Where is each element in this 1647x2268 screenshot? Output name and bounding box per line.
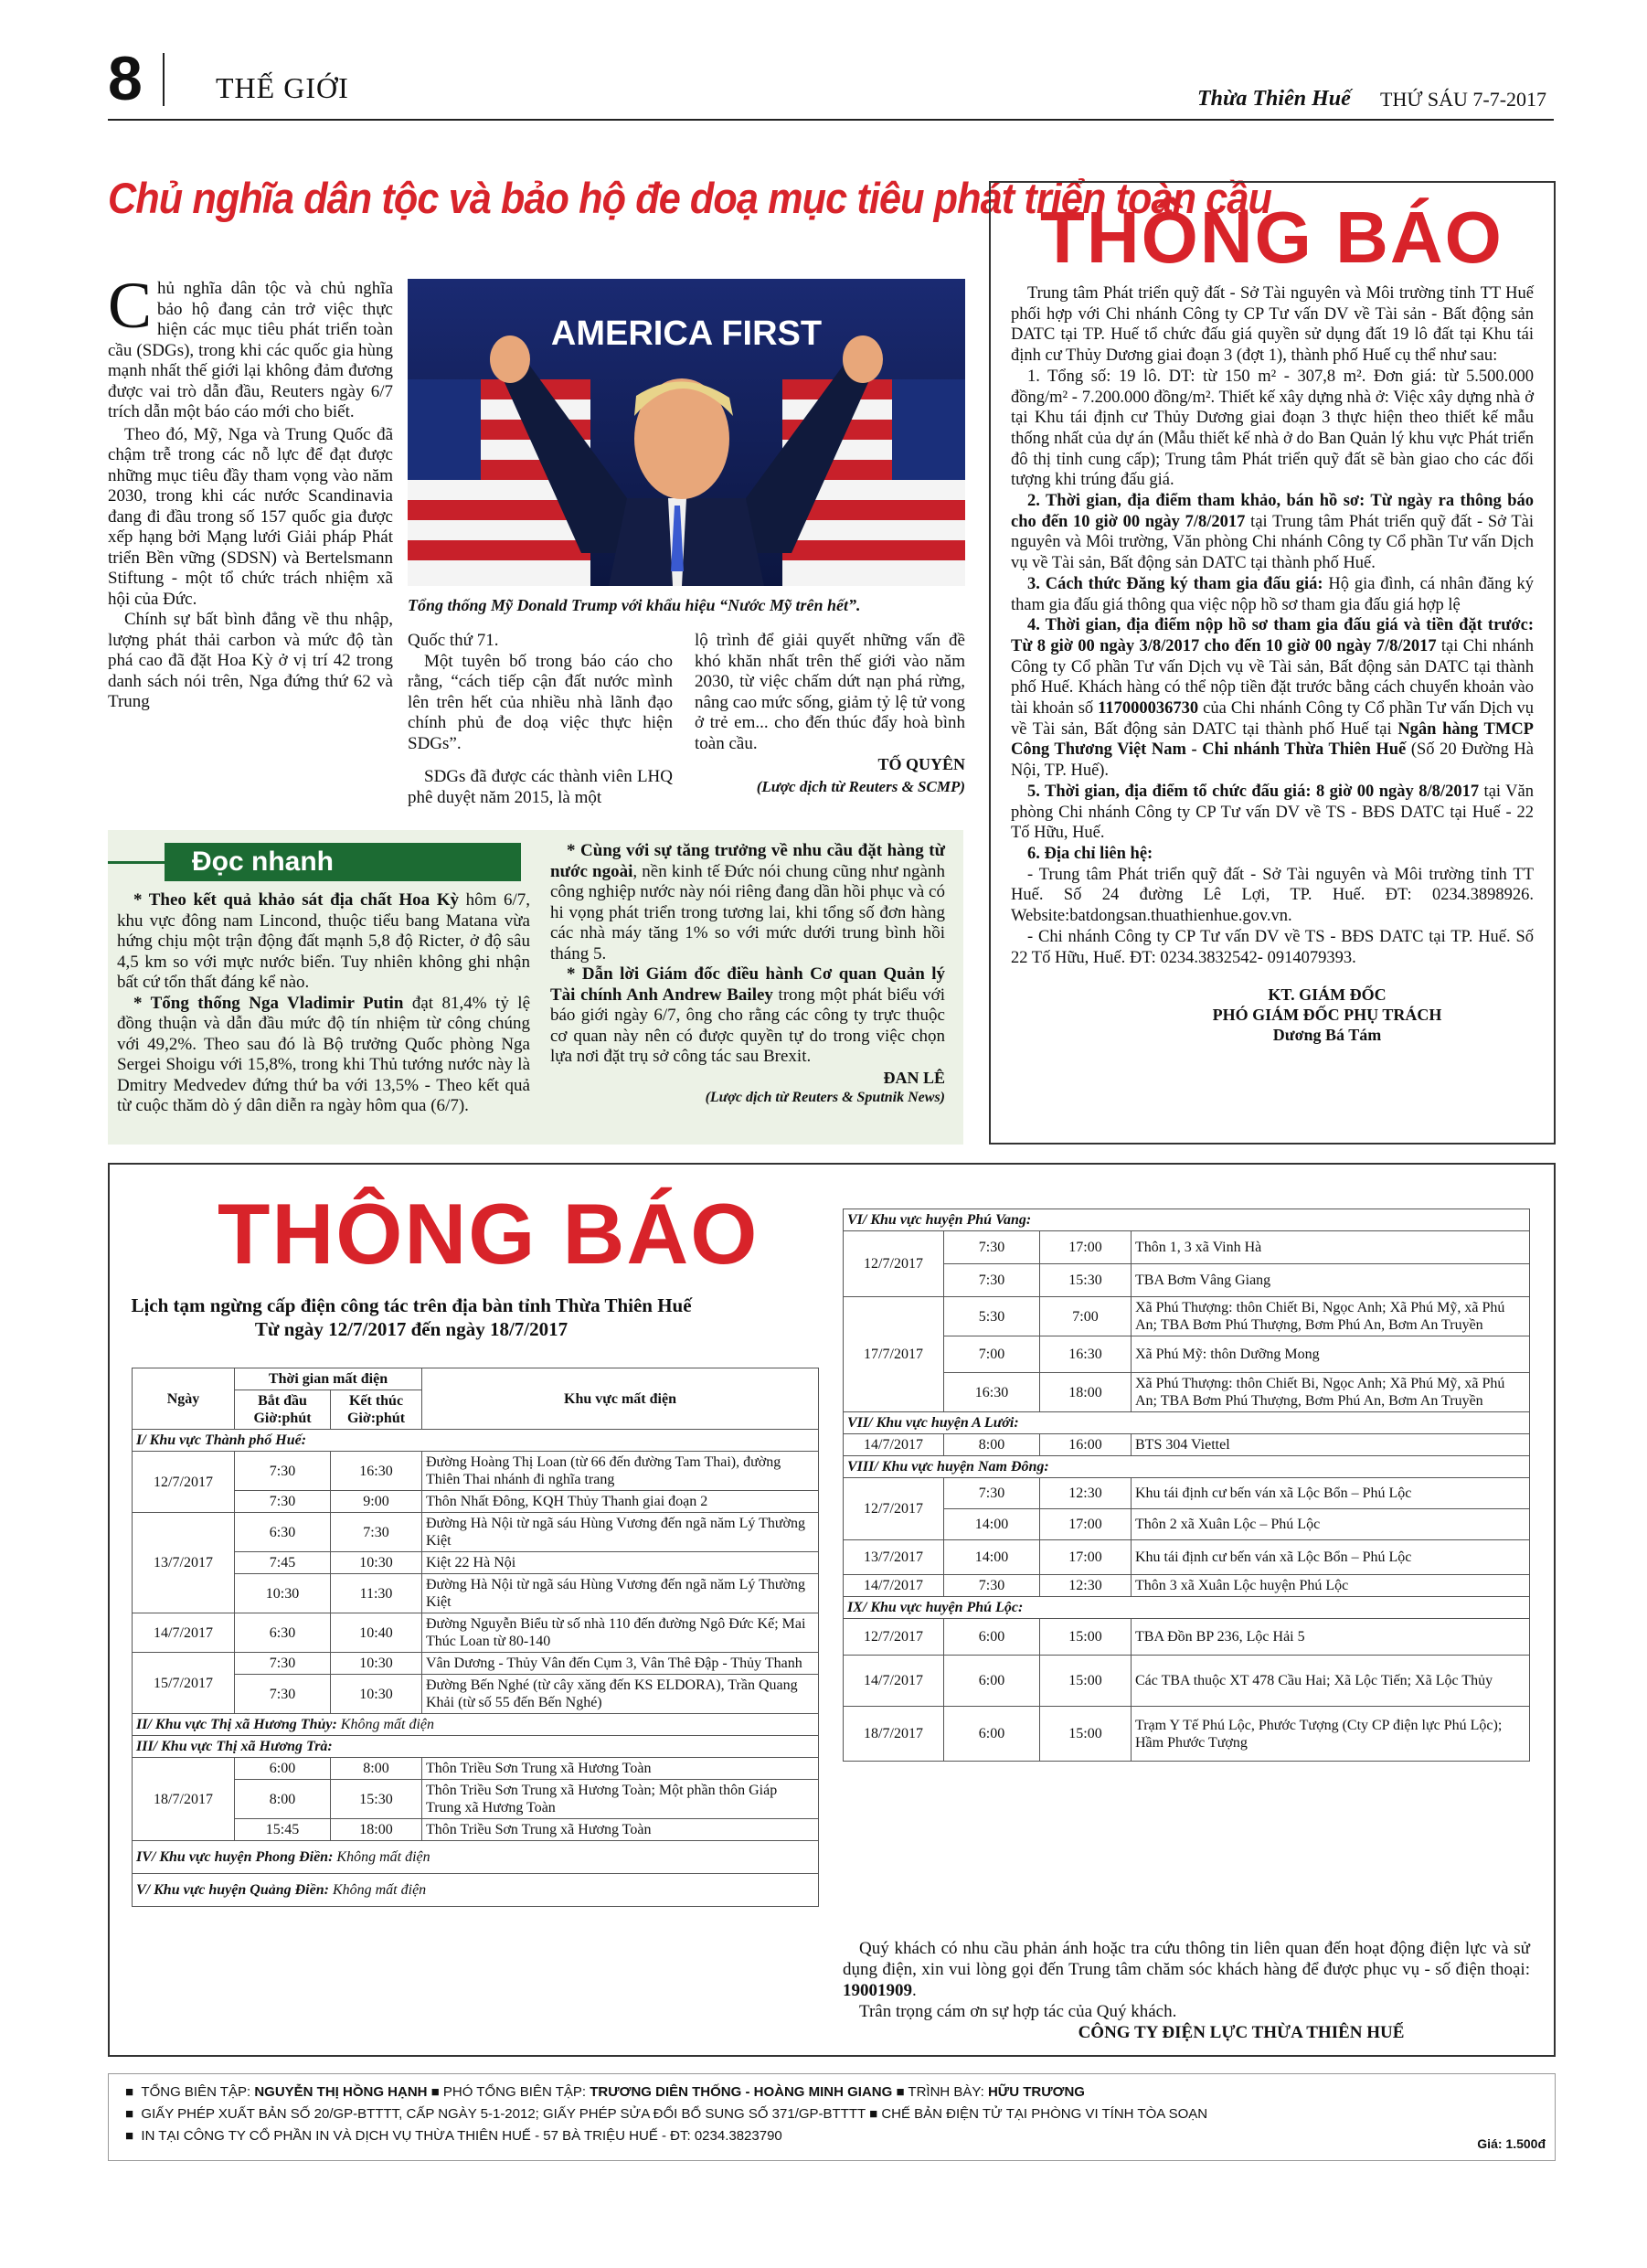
table-row: 13/7/2017 14:00 17:00 Khu tái định cư bến ván xã Lộc Bổn – Phú Lộc: [844, 1540, 1530, 1575]
notice2-contact-text: Quý khách có nhu cầu phản ánh hoặc tra cứu thông tin liên quan đến hoạt động điện lực và sử dụng điện, xin vui lòng gọi đến Trung tâm chăm sóc khách hàng để được phục vụ - số điện thoại:: [843, 1939, 1530, 1979]
imprint-line3: ■ IN TẠI CÔNG TY CỔ PHẦN IN VÀ DỊCH VỤ THỪA THIÊN HUẾ - 57 BÀ TRIỆU HUẾ - ĐT: 0234.3823790: [125, 2128, 782, 2144]
table-row: 14:00 17:00 Thôn 2 xã Xuân Lộc – Phú Lộc: [844, 1509, 1530, 1540]
notice1-item4-lead: 4. Thời gian, địa điểm nộp hồ sơ tham gia đấu giá và tiền đặt trước: Từ 8 giờ 00 ngày 3/8/2017 cho đến 10 giờ 00 ngày 7/8/2017: [1011, 616, 1534, 655]
notice1-title: THÔNG BÁO: [1040, 197, 1504, 278]
table-row: 15:45 18:00 Thôn Triều Sơn Trung xã Hương Toàn: [133, 1819, 819, 1841]
section-hue: I/ Khu vực Thành phố Huế:: [133, 1430, 819, 1452]
quick-item4-lead: * Dẫn lời Giám đốc điều hành Cơ quan Quản lý Tài chính Anh Andrew Bailey: [550, 964, 945, 1005]
notice1-contact1: - Trung tâm Phát triển quỹ đất - Sở Tài nguyên và Môi trường tỉnh TT Huế. Số 24 đường Lê Lợi, TP. Huế. ĐT: 0234.3898926. Website:batdongsan.thuathienhue.gov.vn.: [1011, 865, 1534, 926]
photo-slogan: AMERICA FIRST: [550, 314, 823, 353]
table-row: 12/7/2017 7:30 17:00 Thôn 1, 3 xã Vinh Hà: [844, 1231, 1530, 1264]
notice2-company: CÔNG TY ĐIỆN LỰC THỪA THIÊN HUẾ: [1078, 2023, 1405, 2042]
quick-col2: [550, 841, 945, 1109]
table-row: 12/7/2017 7:30 12:30 Khu tái định cư bến ván xã Lộc Bổn – Phú Lộc: [844, 1478, 1530, 1509]
col-end: Kết thúc Giờ:phút: [331, 1390, 422, 1430]
col-start: Bắt đầu Giờ:phút: [235, 1390, 331, 1430]
quick-item2-lead: * Tổng thống Nga Vladimir Putin: [133, 993, 404, 1013]
drop-cap: C: [108, 269, 153, 342]
notice1-sig2: PHÓ GIÁM ĐỐC PHỤ TRÁCH: [1212, 1006, 1442, 1025]
notice2-title: THÔNG BÁO: [218, 1186, 760, 1282]
col-area: Khu vực mất điện: [422, 1368, 819, 1430]
table-row: 7:00 16:30 Xã Phú Mỹ: thôn Dưỡng Mong: [844, 1336, 1530, 1373]
notice2-subtitle1: Lịch tạm ngừng cấp điện công tác trên địa bàn tỉnh Thừa Thiên Huế: [131, 1294, 692, 1316]
col-date: Ngày: [133, 1368, 235, 1430]
notice1-contact2: - Chi nhánh Công ty CP Tư vấn DV về TS - BĐS DATC tại TP. Huế. Số 22 Tố Hữu, Huế. ĐT: 0234.3832542- 0914079393.: [1011, 927, 1534, 967]
article-photo: [408, 279, 965, 586]
notice1-item6-lead: 6. Địa chỉ liên hệ:: [1027, 844, 1153, 863]
quick-source: (Lược dịch từ Reuters & Sputnik News): [705, 1090, 945, 1105]
quick-item3-lead: * Cùng với sự tăng trưởng về nhu cầu đặt hàng từ nước ngoài: [550, 841, 945, 881]
notice1-intro: Trung tâm Phát triển quỹ đất - Sở Tài nguyên và Môi trường tỉnh TT Huế phối hợp với Chi nhánh Công ty CP Tư vấn DV về Tài sản - Bất động sản DATC tại TP. Huế tổ chức đấu giá quyền sử dụng đất 19 lô đất tại Khu tái định cư Thủy Dương giai đoạn 3 (đợt 1), thành phố Huế cụ thể như sau:: [1011, 284, 1534, 366]
notice1-bank: Ngân hàng TMCP Công Thương Việt Nam - Chi nhánh Thừa Thiên Huế: [1011, 719, 1534, 760]
article-p4: Quốc thứ 71.: [408, 631, 499, 650]
header-rule: [108, 119, 1554, 121]
notice1-item1: 1. Tổng số: 19 lô. DT: từ 150 m² - 307,8 m². Đơn giá: từ 5.500.000 đồng/m² - 7.200.000 đồng/m². Thiết kế xây dựng nhà ở: Việc xây dựng nhà ở tại Khu tái định cư Thủy Dương giai đoạn 3 thực hiện theo thiết kế mẫu thống nhất của dự án (Mẫu thiết kế nhà ở do Ban Quản lý khu vực Phát triển đô thị tỉnh cung cấp); Trung tâm Phát triển quỹ đất sẽ bàn giao cho các đối tượng khi trúng đấu giá.: [1011, 367, 1534, 490]
notice1-item5-lead: 5. Thời gian, địa điểm tổ chức đấu giá: 8 giờ 00 ngày 8/8/2017: [1027, 782, 1480, 801]
notice2-footer: Quý khách có nhu cầu phản ánh hoặc tra cứu thông tin liên quan đến hoạt động điện lực và sử dụng điện, xin vui lòng gọi đến Trung tâm chăm sóc khách hàng để được phục vụ - số điện thoại: 19001909. Trân trọng cám ơn sự hợp tác của Quý khách. CÔNG TY ĐIỆN LỰC THỪA THIÊN HUẾ: [843, 1939, 1530, 2042]
quick-news-divider: [108, 861, 165, 864]
notice1-item3: Hộ gia đình, cá nhân đăng ký tham gia đấu giá thông qua việc nộp hồ sơ tham gia đấu giá hợp lệ: [1011, 574, 1534, 614]
section-quang-dien: V/ Khu vực huyện Quảng Điền: Không mất điện: [133, 1874, 819, 1907]
section-huong-tra: III/ Khu vực Thị xã Hương Trà:: [133, 1736, 819, 1758]
article-col2: [408, 631, 673, 808]
article-col3: [695, 631, 965, 797]
notice1-account: 117000036730: [1098, 699, 1199, 719]
section-huong-thuy: II/ Khu vực Thị xã Hương Thủy: Không mất điện: [133, 1714, 819, 1736]
table-row: 18/7/2017 6:00 15:00 Trạm Y Tế Phú Lộc, Phước Tượng (Cty CP điện lực Phú Lộc); Hầm Phước Tượng: [844, 1707, 1530, 1762]
notice1-sig1: KT. GIÁM ĐỐC: [1268, 985, 1387, 1005]
quick-news-box: [108, 830, 963, 1145]
quick-item1: hôm 6/7, khu vực đông nam Lincond, thuộc tiểu bang Matana vừa hứng chịu một trận động đất mạnh 5,8 độ Ricter, ở độ sâu 4,5 km so với mực nước biển. Tuy nhiên không ghi nhận bất cứ tổn thất đáng kể nào.: [117, 890, 530, 992]
paper-name: Thừa Thiên Huế: [1197, 87, 1351, 111]
notice1-item4b: của Chi nhánh Công ty Cổ phần Tư vấn Dịch vụ về Tài sản, Bất động sản DATC tại thành phố Huế tại: [1011, 699, 1535, 739]
section-phu-vang: VI/ Khu vực huyện Phú Vang:: [844, 1209, 1530, 1231]
section-a-luoi: VII/ Khu vực huyện A Lưới:: [844, 1412, 1530, 1434]
article-p7: lộ trình để giải quyết những vấn đề khó khăn nhất trên thế giới vào năm 2030, từ việc chấm dứt nạn phá rừng, nâng cao mức sống, giảm tỷ lệ tử vong ở trẻ em... cho đến thúc đẩy hoà bình toàn cầu.: [695, 631, 965, 753]
article-p6: SDGs đã được các thành viên LHQ phê duyệt năm 2015, là một: [408, 767, 673, 807]
table-row: 10:30 11:30 Đường Hà Nội từ ngã sáu Hùng Vương đến ngã năm Lý Thường Kiệt: [133, 1574, 819, 1613]
table-row: 7:30 15:30 TBA Bơm Vâng Giang: [844, 1264, 1530, 1297]
table-row: 14/7/2017 7:30 12:30 Thôn 3 xã Xuân Lộc huyện Phú Lộc: [844, 1575, 1530, 1597]
table-row: 14/7/2017 6:00 15:00 Các TBA thuộc XT 478 Cầu Hai; Xã Lộc Tiến; Xã Lộc Thủy: [844, 1656, 1530, 1707]
quick-news-title: Đọc nhanh: [165, 843, 521, 881]
article-headline: Chủ nghĩa dân tộc và bảo hộ đe doạ mục tiêu phát triển toàn cầu: [108, 174, 1271, 222]
notice1-item4c: (Số 20 Đường Hà Nội, TP. Huế).: [1011, 740, 1534, 781]
article-source: (Lược dịch từ Reuters & SCMP): [756, 777, 965, 795]
table-row: 16:30 18:00 Xã Phú Thượng: thôn Chiết Bi, Ngọc Anh; Xã Phú Mỹ, xã Phú An; TBA Bơm Phú Thượng, Bơm Phú An, Bơm An Truyền: [844, 1373, 1530, 1412]
notice1-item3-lead: 3. Cách thức Đăng ký tham gia đấu giá:: [1027, 574, 1323, 593]
notice1-item2: tại Trung tâm Phát triển quỹ đất - Sở Tài nguyên và Môi trường, Văn phòng Chi nhánh Công ty Cổ phần Tư vấn Dịch vụ về Tài sản, Bất động sản DATC tại thành phố Huế.: [1011, 512, 1534, 573]
table-row: 7:45 10:30 Kiệt 22 Hà Nội: [133, 1552, 819, 1574]
price-label: Giá: 1.500đ: [1477, 2136, 1546, 2151]
outage-table-left: [132, 1368, 819, 1907]
imprint-line2: ■ GIẤY PHÉP XUẤT BẢN SỐ 20/GP-BTTTT, CẤP NGÀY 5-1-2012; GIẤY PHÉP SỬA ĐỔI BỔ SUNG SỐ 371/GP-BTTTT ■ CHẾ BẢN ĐIỆN TỬ TẠI PHÒNG VI TÍNH TÒA SOẠN: [125, 2106, 1208, 2122]
table-row: 12/7/2017 6:00 15:00 TBA Đồn BP 236, Lộc Hải 5: [844, 1619, 1530, 1656]
table-row: 14/7/2017 6:30 10:40 Đường Nguyễn Biểu từ số nhà 110 đến đường Ngô Đức Kế; Mai Thúc Loan từ 80-140: [133, 1613, 819, 1653]
notice2-phone: 19001909: [843, 1981, 912, 2000]
table-row: 14/7/2017 8:00 16:00 BTS 304 Viettel: [844, 1434, 1530, 1456]
notice1-item4: tại Chi nhánh Công ty Cổ phần Tư vấn Dịch vụ về Tài sản, Bất động sản DATC tại thành phố Huế. Khách hàng có thể nộp tiền đặt trước bằng cách chuyển khoản vào tài khoản số: [1011, 636, 1534, 719]
table-row: 7:30 9:00 Thôn Nhất Đông, KQH Thủy Thanh giai đoạn 2: [133, 1491, 819, 1513]
notice2-subtitle2: Từ ngày 12/7/2017 đến ngày 18/7/2017: [254, 1318, 568, 1340]
quick-author: ĐAN LÊ: [883, 1068, 945, 1087]
outage-table-right: [843, 1209, 1530, 1762]
quick-item1-lead: * Theo kết quả khảo sát địa chất Hoa Kỳ: [133, 890, 460, 910]
notice1-item5: tại Văn phòng Chi nhánh Công ty CP Tư vấn DV về TS - BĐS DATC tại Huế - 22 Tố Hữu, Huế.: [1011, 782, 1535, 843]
header-divider: [163, 53, 165, 106]
article-author: TỐ QUYÊN: [877, 755, 965, 773]
article-p5: Một tuyên bố trong báo cáo cho rằng, “cách tiếp cận đất nước mình lên trên hết của nhiều nhà lãnh đạo chính phủ đe doạ việc thực hiện SDGs”.: [408, 651, 673, 753]
table-row: 8:00 15:30 Thôn Triều Sơn Trung xã Hương Toàn; Một phần thôn Giáp Trung xã Hương Toàn: [133, 1780, 819, 1819]
notice1-sig3: Dương Bá Tám: [1272, 1026, 1382, 1045]
table-row: 13/7/2017 6:30 7:30 Đường Hà Nội từ ngã sáu Hùng Vương đến ngã năm Lý Thường Kiệt: [133, 1513, 819, 1552]
section-nam-dong: VIII/ Khu vực huyện Nam Đông:: [844, 1456, 1530, 1478]
trump-photo-illustration: [408, 279, 965, 586]
quick-item2: đạt 81,4% tỷ lệ đồng thuận và dẫn đầu mức độ tín nhiệm từ công chúng với 49,2%. Theo sau đó là Bộ trưởng Quốc phòng Nga Sergei Shoigu với 15,8%, trong khi Thủ tướng nước này là Dmitry Medvedev đứng thứ ba với 13,5% - Theo kết quả từ cuộc thăm dò ý dân diễn ra ngày hôm qua (6/7).: [117, 993, 531, 1115]
article-p1: hủ nghĩa dân tộc và chủ nghĩa bảo hộ đang cản trở việc thực hiện các mục tiêu phát triển toàn cầu (SDGs), trong khi các quốc gia hùng mạnh nhất thế giới lại không đảm đương được vai trò dẫn đầu, Reuters ngày 6/7 trích dẫn một báo cáo mới cho biết.: [108, 279, 393, 421]
notice2-thanks: Trân trọng cám ơn sự hợp tác của Quý khách.: [859, 2002, 1177, 2021]
section-title: THẾ GIỚI: [216, 71, 349, 104]
col-time: Thời gian mất điện: [235, 1368, 422, 1390]
table-row: 15/7/2017 7:30 10:30 Vân Dương - Thủy Vân đến Cụm 3, Vân Thê Đập - Thủy Thanh: [133, 1653, 819, 1675]
imprint-box: [108, 2073, 1556, 2161]
article-p2: Theo đó, Mỹ, Nga và Trung Quốc đã chậm trễ trong các nỗ lực để đạt được những mục tiêu đầy tham vọng vào năm 2030, trong khi các nước Scandinavia đang đi đầu trong số 157 quốc gia được xếp hạng bởi Mạng lưới Giải pháp Phát triển Bền vững (SDSN) và Bertelsmann Stiftung - một tổ chức trách nhiệm xã hội của Đức.: [108, 424, 393, 609]
table-row: 7:30 10:30 Đường Bến Nghé (từ cây xăng đến KS ELDORA), Trần Quang Khải (từ số 55 đến Bến Nghé): [133, 1675, 819, 1714]
section-phong-dien: IV/ Khu vực huyện Phong Điền: Không mất điện: [133, 1841, 819, 1874]
section-phu-loc: IX/ Khu vực huyện Phú Lộc:: [844, 1597, 1530, 1619]
imprint-line1: ■ TỔNG BIÊN TẬP: NGUYỄN THỊ HỒNG HẠNH ■ PHÓ TỔNG BIÊN TẬP: TRƯƠNG DIÊN THỐNG - HOÀNG MINH GIANG ■ TRÌNH BÀY: HỮU TRƯƠNG: [125, 2084, 1085, 2100]
page-number: 8: [108, 44, 143, 113]
photo-caption: Tổng thống Mỹ Donald Trump với khẩu hiệu “Nước Mỹ trên hết”.: [408, 596, 861, 614]
quick-item3: , nền kinh tế Đức nói chung cũng như ngành công nghiệp nước này nói riêng đang dần hồi phục và có hi vọng phát triển trong tương lai, khi tổng số đơn hàng các nhà máy tăng 1% so với mức dưới trung bình hồi tháng 5.: [550, 861, 945, 964]
table-row: 17/7/2017 5:30 7:00 Xã Phú Thượng: thôn Chiết Bi, Ngọc Anh; Xã Phú Mỹ, xã Phú An; TBA Bơm Phú Thượng, Bơm Phú An, Bơm An Truyền: [844, 1297, 1530, 1336]
article-col1: [108, 269, 393, 713]
table-row: 18/7/2017 6:00 8:00 Thôn Triều Sơn Trung xã Hương Toàn: [133, 1758, 819, 1780]
notice1-item2-lead: 2. Thời gian, địa điểm tham khảo, bán hồ sơ: Từ ngày ra thông báo cho đến 10 giờ 00 ngày 7/8/2017: [1011, 492, 1534, 531]
quick-col1: [117, 890, 530, 1117]
table-row: 12/7/2017 7:30 16:30 Đường Hoàng Thị Loan (từ 66 đến đường Tam Thai), đường Thiên Thai nhánh đi nghĩa trang: [133, 1452, 819, 1491]
article-p3: Chính sự bất bình đẳng về thu nhập, lượng phát thải carbon và mức độ tàn phá cao đã đặt Hoa Kỳ ở vị trí 42 trong danh sách nói trên, Nga đứng thứ 62 và Trung: [108, 610, 393, 711]
land-auction-notice: [989, 181, 1556, 1145]
issue-date: THỨ SÁU 7-7-2017: [1380, 88, 1547, 111]
quick-item4: trong một phát biểu với báo giới ngày 6/7, ông cho rằng các công ty trực thuộc cơ quan này nên có được quyền tự do trong việc chọn lựa nơi đặt trụ sở công tác sau Brexit.: [550, 985, 945, 1066]
